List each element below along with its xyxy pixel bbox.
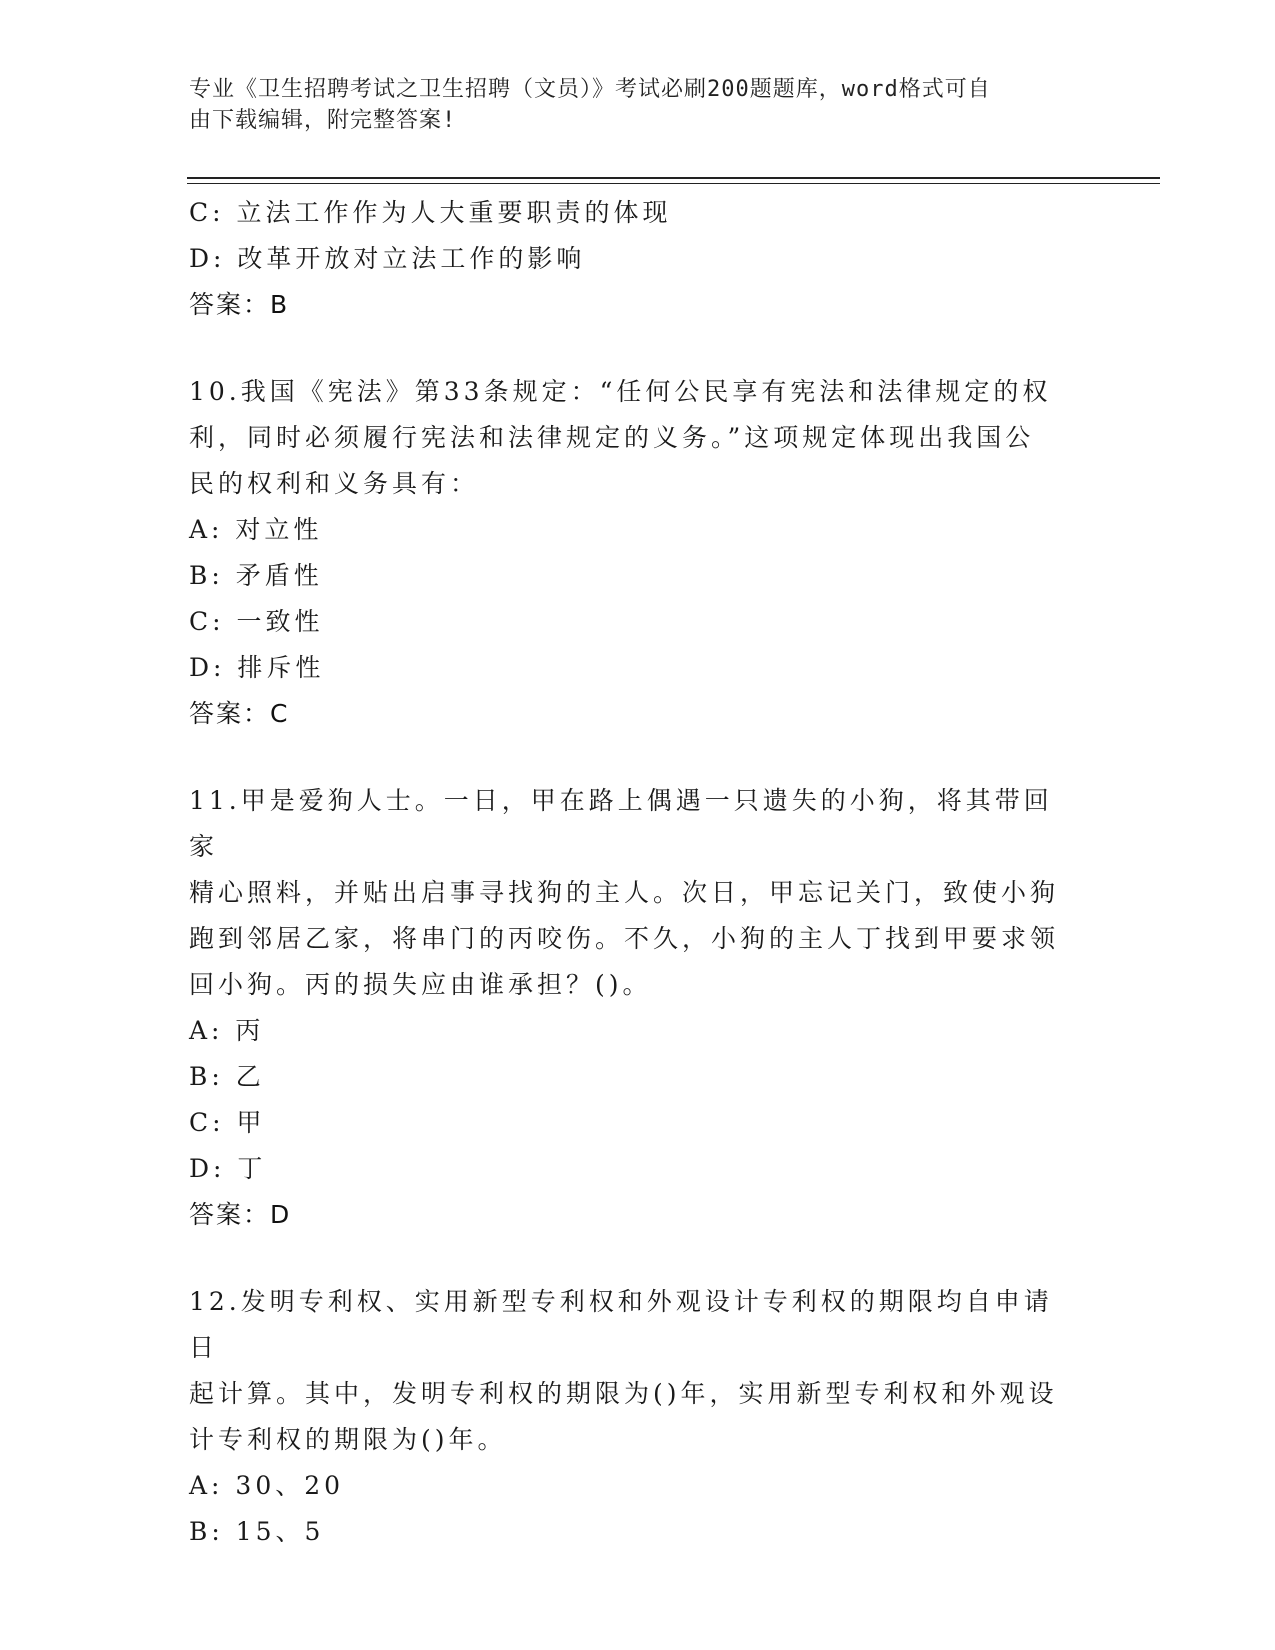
prev-question-block <box>189 190 1089 328</box>
option-a: A: 对立性 <box>189 515 323 544</box>
question-text <box>189 369 1069 507</box>
spacer <box>189 1238 1089 1279</box>
header-line-2: 由下载编辑，附完整答案! <box>189 108 457 133</box>
question-line: 精心照料，并贴出启事寻找狗的主人。次日，甲忘记关门，致使小狗 <box>189 878 1060 907</box>
option-a: A: 丙 <box>189 1016 265 1045</box>
spacer <box>189 328 1089 369</box>
option-c: C: 甲 <box>189 1108 266 1137</box>
question-10 <box>189 369 1089 737</box>
option-b: B: 乙 <box>189 1062 265 1091</box>
option-d: D: 改革开放对立法工作的影响 <box>189 244 586 273</box>
question-text <box>189 1279 1069 1463</box>
answer-line: 答案：D <box>189 1200 292 1229</box>
spacer <box>189 737 1089 778</box>
question-text <box>189 778 1069 1008</box>
header-rule-thick <box>187 177 1160 179</box>
question-line: 计专利权的期限为()年。 <box>189 1425 507 1454</box>
option-b: B: 15、5 <box>189 1517 325 1546</box>
question-line: 11.甲是爱狗人士。一日，甲在路上偶遇一只遗失的小狗，将其带回家 <box>189 786 1053 861</box>
option-c: C: 一致性 <box>189 607 324 636</box>
question-line: 起计算。其中，发明专利权的期限为()年，实用新型专利权和外观设 <box>189 1379 1058 1408</box>
question-11 <box>189 778 1089 1238</box>
question-line: 利，同时必须履行宪法和法律规定的义务。”这项规定体现出我国公 <box>189 423 1035 452</box>
answer-line: 答案：C <box>189 699 290 728</box>
answer-line: 答案：B <box>189 290 290 319</box>
question-12 <box>189 1279 1089 1555</box>
option-c: C: 立法工作作为人大重要职责的体现 <box>189 198 672 227</box>
question-line: 12.发明专利权、实用新型专利权和外观设计专利权的期限均自申请日 <box>189 1287 1053 1362</box>
question-line: 民的权利和义务具有： <box>189 469 480 498</box>
question-line: 回小狗。丙的损失应由谁承担？()。 <box>189 970 652 999</box>
option-a: A: 30、20 <box>189 1471 345 1500</box>
header-line-1: 专业《卫生招聘考试之卫生招聘（文员）》考试必刷200题题库，word格式可自 <box>189 77 991 102</box>
document-header <box>189 74 1069 136</box>
option-d: D: 丁 <box>189 1154 267 1183</box>
option-d: D: 排斥性 <box>189 653 325 682</box>
header-rule-thin <box>187 183 1160 184</box>
option-b: B: 矛盾性 <box>189 561 323 590</box>
question-line: 10.我国《宪法》第33条规定：“任何公民享有宪法和法律规定的权 <box>189 377 1052 406</box>
document-content <box>189 190 1089 1555</box>
question-line: 跑到邻居乙家，将串门的丙咬伤。不久，小狗的主人丁找到甲要求领 <box>189 924 1060 953</box>
